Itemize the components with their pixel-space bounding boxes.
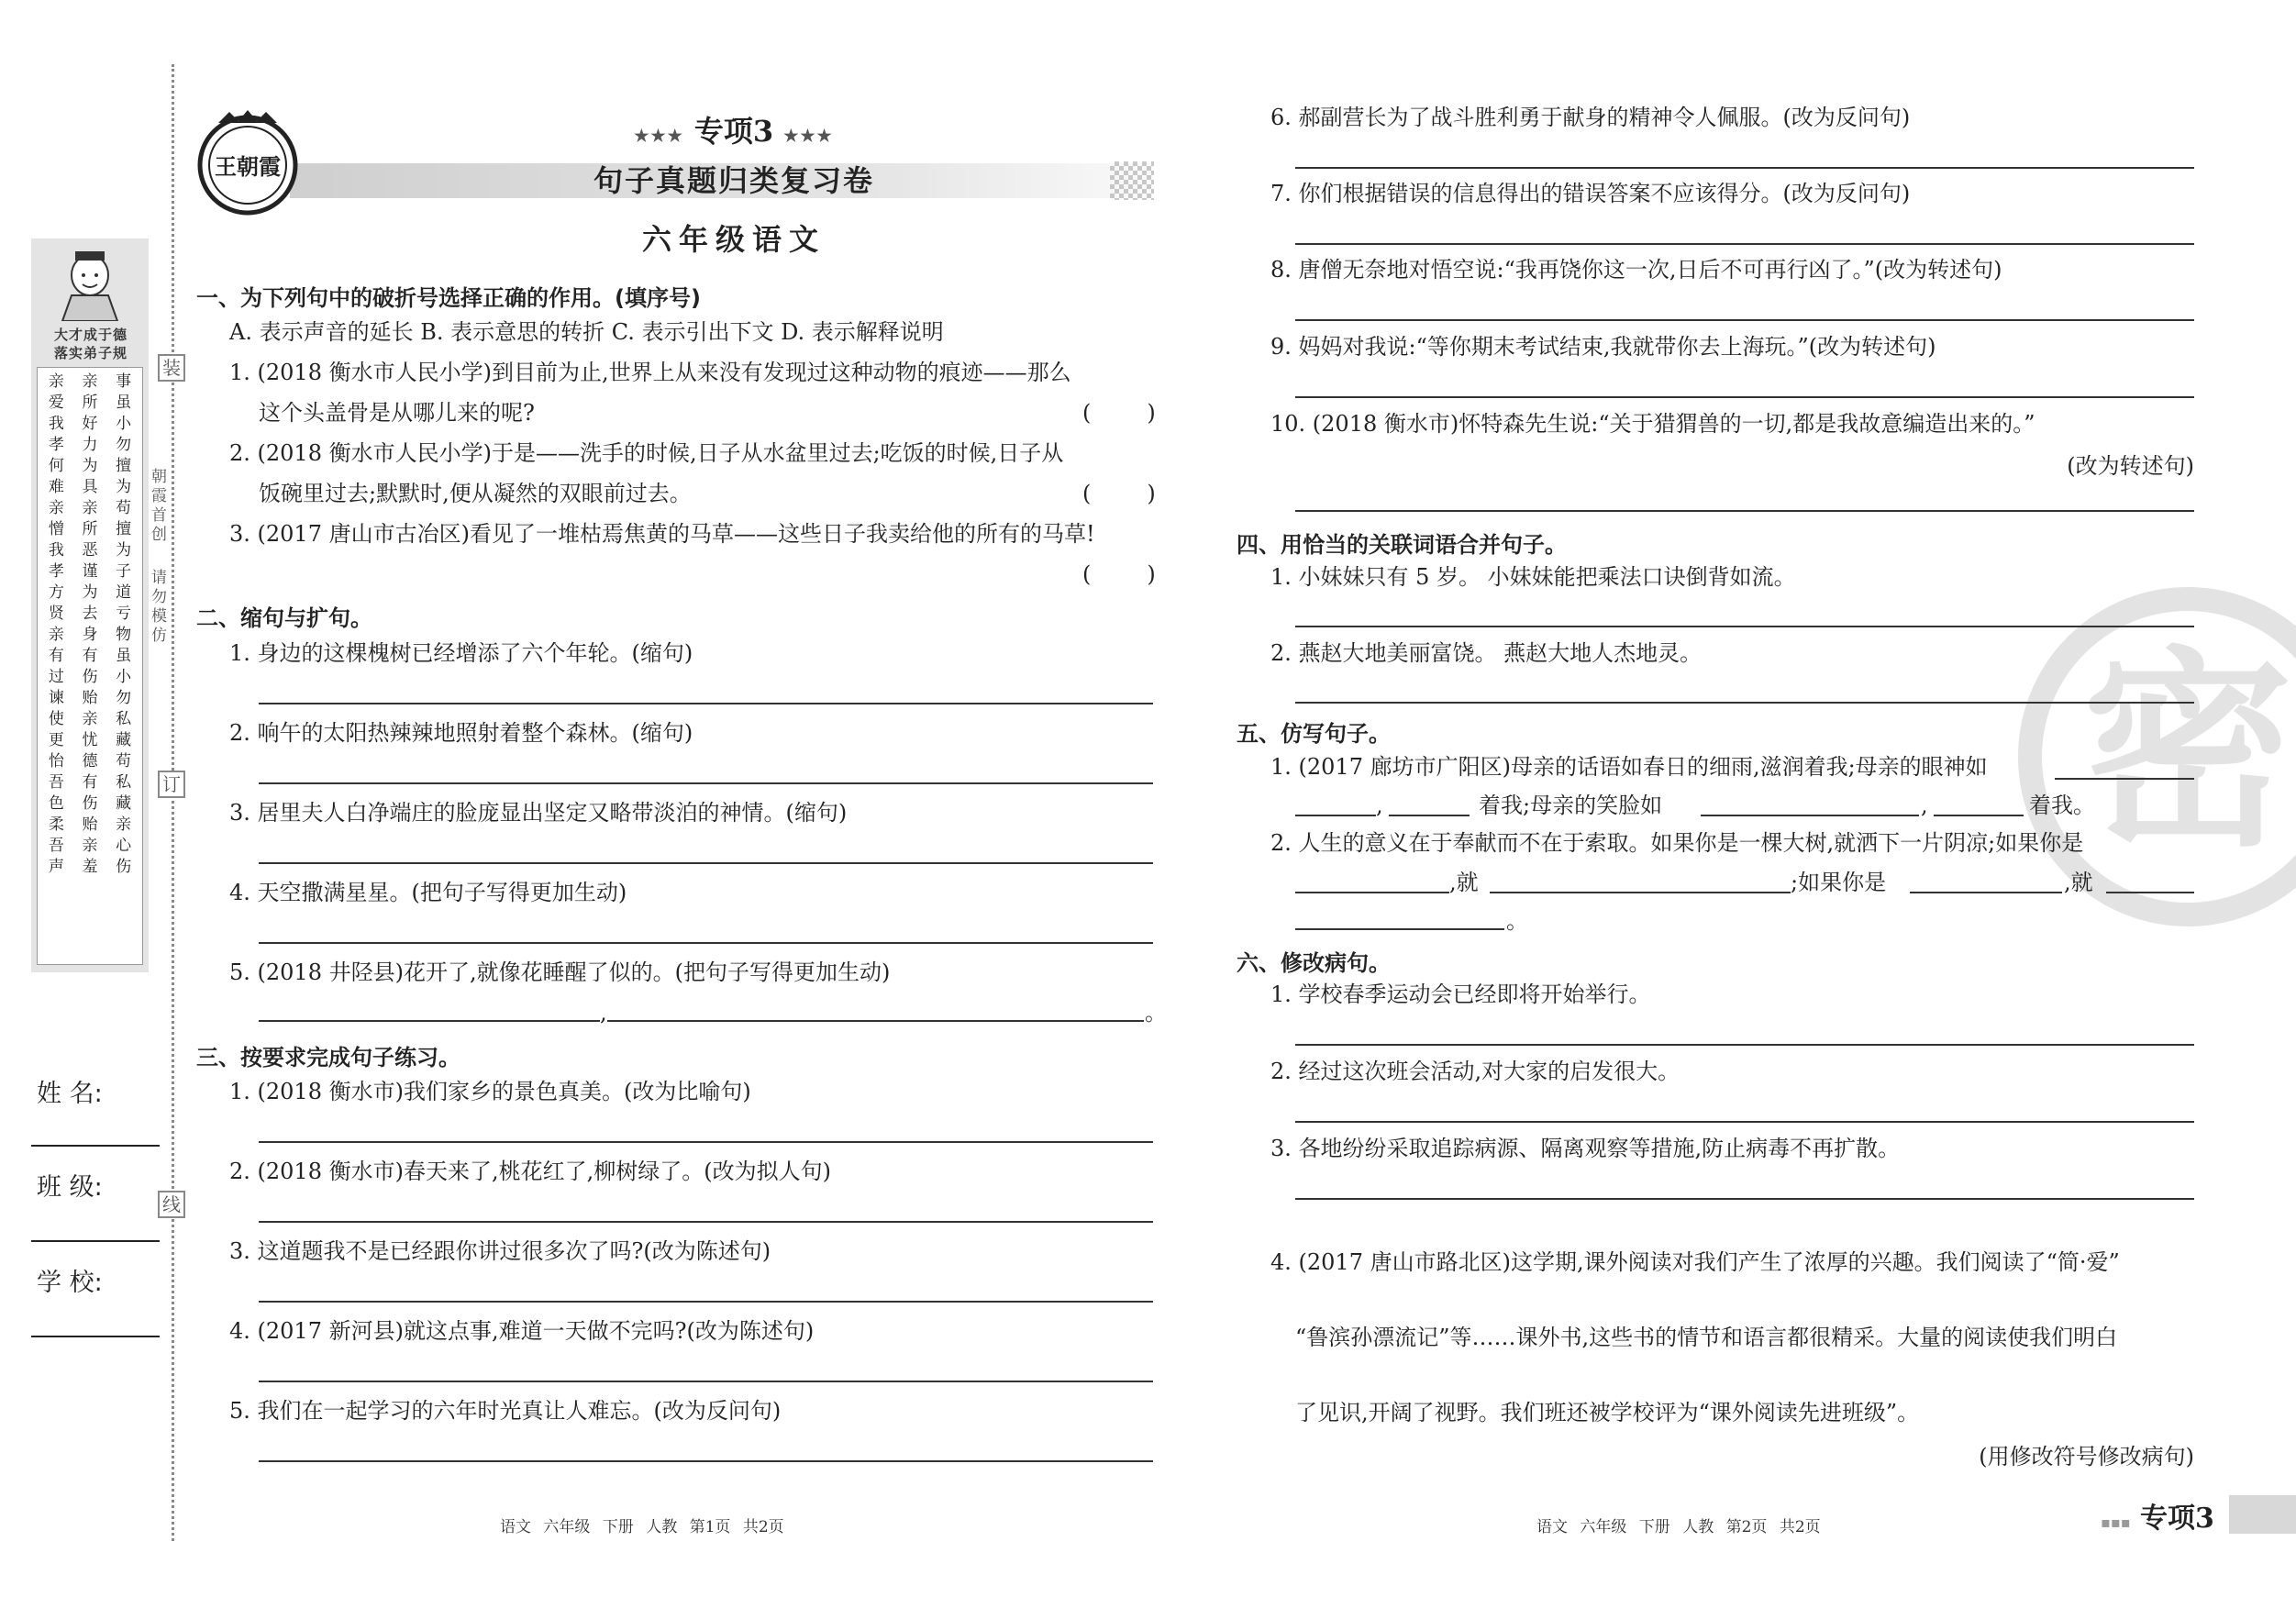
s2-q3: 3. 居里夫人白净端庄的脸庞显出坚定又略带淡泊的神情。(缩句) (229, 800, 848, 826)
s3-q5-answer-line[interactable] (259, 1460, 1153, 1462)
s2-q1-answer-line[interactable] (259, 703, 1153, 704)
s5-q2-blank-3[interactable] (1910, 892, 2062, 893)
class-field[interactable] (31, 1240, 160, 1242)
s6-q4-line3[interactable]: 了见识,开阔了视野。我们班还被学校评为“课外阅读先进班级”。 (1295, 1400, 1920, 1425)
motto-char: 亲 (48, 499, 64, 517)
fold-line (172, 64, 174, 1541)
motto-char: 孝 (48, 562, 64, 581)
binding-mark-top: 装 (158, 354, 185, 382)
motto-char: 孝 (48, 436, 64, 454)
s4-q2: 2. 燕赵大地美丽富饶。 燕赵大地人杰地灵。 (1270, 640, 1703, 666)
s4-q1: 1. 小妹妹只有 5 岁。 小妹妹能把乘法口诀倒背如流。 (1270, 564, 1796, 590)
s1-q1-answer[interactable]: ( ) (1082, 400, 1156, 426)
motto-char: 伤 (82, 794, 98, 813)
s3-q10-note: (改为转述句) (2067, 453, 2194, 479)
motto-char: 我 (48, 541, 64, 560)
s5-q2-period: 。 (1506, 908, 1528, 934)
s3-q6-answer-line[interactable] (1295, 167, 2194, 169)
motto-char: 苟 (116, 752, 132, 771)
s1-q2-line2: 饭碗里过去;默默时,便从凝然的双眼前过去。 (259, 481, 692, 506)
motto-char: 吾 (48, 773, 64, 792)
motto-char: 谏 (48, 689, 64, 707)
s5-q1-blank-3[interactable] (1389, 815, 1470, 816)
corner-series-text: 专项3 (2139, 1503, 2214, 1535)
left-footer: 语文 六年级 下册 人教 第1页 共2页 (500, 1518, 784, 1536)
s2-q2: 2. 响午的太阳热辣辣地照射着整个森林。(缩句) (229, 720, 693, 746)
s5-q1-text-2: 着我;母亲的笑脸如 (1479, 793, 1663, 818)
motto-char: 道 (116, 583, 132, 602)
s3-q2: 2. (2018 衡水市)春天来了,桃花红了,柳树绿了。(改为拟人句) (229, 1159, 831, 1184)
s1-q1-line2: 这个头盖骨是从哪儿来的呢? (259, 400, 535, 426)
s5-q1-blank-1[interactable] (2055, 778, 2194, 780)
motto-char: 有 (82, 647, 98, 665)
motto-char: 物 (116, 626, 132, 644)
s5-q1-blank-5[interactable] (1934, 815, 2024, 816)
s2-q5-answer-line-2[interactable] (607, 1020, 1144, 1022)
s6-q4-line2[interactable]: “鲁滨孙漂流记”等……课外书,这些书的情节和语言都很精采。大量的阅读使我们明白 (1295, 1325, 2118, 1350)
motto-char: 藏 (116, 731, 132, 749)
motto-char: 为 (116, 478, 132, 496)
s3-q9: 9. 妈妈对我说:“等你期末考试结束,我就带你去上海玩。”(改为转述句) (1270, 334, 1936, 360)
motto-char: 亲 (116, 815, 132, 834)
s3-q1: 1. (2018 衡水市)我们家乡的景色真美。(改为比喻句) (229, 1079, 751, 1104)
s3-q4: 4. (2017 新河县)就这点事,难道一天做不完吗?(改为陈述句) (229, 1318, 815, 1344)
motto-char: 虽 (116, 394, 132, 412)
motto-title-2: 落实弟子规 (53, 345, 128, 361)
s6-q1: 1. 学校春季运动会已经即将开始举行。 (1270, 981, 1651, 1007)
motto-char: 亲 (82, 710, 98, 728)
motto-grid (39, 372, 140, 878)
motto-char: 为 (82, 583, 98, 602)
corner-dots-icon: ▪▪▪ (2101, 1514, 2131, 1531)
motto-char: 去 (82, 604, 98, 623)
motto-char: 怡 (48, 752, 64, 771)
s2-q4-answer-line[interactable] (259, 942, 1153, 944)
s5-q2-blank-2[interactable] (1490, 892, 1791, 893)
s1-q2-line1: 2. (2018 衡水市人民小学)于是——洗手的时候,日子从水盆里过去;吃饭的时候,日子从 (229, 440, 1064, 466)
s1-q2-answer[interactable]: ( ) (1082, 481, 1156, 506)
motto-char: 小 (116, 668, 132, 686)
s2-q3-answer-line[interactable] (259, 862, 1153, 864)
scholar-figure-icon (44, 248, 136, 321)
motto-char: 忧 (82, 731, 98, 749)
s5-q2-blank-4[interactable] (2106, 892, 2194, 893)
brand-logo-icon (193, 108, 303, 218)
section-4-heading: 四、用恰当的关联词语合并句子。 (1237, 532, 1567, 558)
motto-char: 更 (48, 731, 64, 749)
class-label: 班 级: (37, 1173, 103, 1202)
stars-right: ★★★ (783, 127, 834, 146)
name-label: 姓 名: (37, 1080, 103, 1108)
subject-title: 六年级语文 (641, 222, 826, 257)
motto-char: 贤 (48, 604, 64, 623)
school-field[interactable] (31, 1336, 160, 1337)
motto-char: 爱 (48, 394, 64, 412)
s3-q2-answer-line[interactable] (259, 1221, 1153, 1223)
s1-q3-line1: 3. (2017 唐山市古冶区)看见了一堆枯焉焦黄的马草——这些日子我卖给他的所有的马草! (229, 521, 1095, 547)
binding-note-2: 请勿模仿 (151, 569, 167, 645)
motto-char: 过 (48, 668, 64, 686)
seal-watermark: 密 (2018, 587, 2296, 926)
motto-char: 何 (48, 457, 64, 475)
s5-q2-text-3: ,就 (2064, 870, 2093, 895)
s5-q2-blank-1[interactable] (1295, 892, 1449, 893)
binding-note-1: 朝霞首创 (151, 468, 167, 544)
school-label: 学 校: (37, 1269, 103, 1297)
motto-text-box (37, 367, 143, 965)
section-5-heading: 五、仿写句子。 (1237, 721, 1391, 747)
s2-q5-period: 。 (1145, 1000, 1167, 1026)
motto-char: 苟 (116, 499, 132, 517)
motto-char: 所 (82, 394, 98, 412)
motto-char: 为 (82, 457, 98, 475)
motto-char: 擅 (116, 520, 132, 538)
motto-char: 贻 (82, 689, 98, 707)
motto-char: 具 (82, 478, 98, 496)
s6-q4-line1[interactable]: 4. (2017 唐山市路北区)这学期,课外阅读对我们产生了浓厚的兴趣。我们阅读了“简·爱” (1270, 1249, 2120, 1275)
stars-left: ★★★ (634, 127, 684, 146)
s1-q1-line1: 1. (2018 衡水市人民小学)到目前为止,世界上从来没有发现过这种动物的痕迹——那么 (229, 360, 1071, 385)
motto-char: 亲 (82, 372, 98, 391)
motto-char: 柔 (48, 815, 64, 834)
motto-char: 亲 (82, 837, 98, 855)
motto-char: 谨 (82, 562, 98, 581)
s3-q6: 6. 郝副营长为了战斗胜利勇于献身的精神令人佩服。(改为反问句) (1270, 105, 1911, 130)
motto-char: 使 (48, 710, 64, 728)
s3-q3-answer-line[interactable] (259, 1301, 1153, 1303)
motto-char: 好 (82, 415, 98, 433)
s3-q10: 10. (2018 衡水市)怀特森先生说:“关于猎猬兽的一切,都是我故意编造出来的。” (1270, 411, 2035, 437)
motto-char: 色 (48, 794, 64, 813)
motto-char: 吾 (48, 837, 64, 855)
motto-char: 亲 (82, 499, 98, 517)
motto-char: 擅 (116, 457, 132, 475)
motto-char: 虽 (116, 647, 132, 665)
motto-char: 子 (116, 562, 132, 581)
motto-char: 小 (116, 415, 132, 433)
s5-q1-comma-2: , (1921, 793, 1928, 818)
s3-q9-answer-line[interactable] (1295, 396, 2194, 398)
section-1-heading: 一、为下列句中的破折号选择正确的作用。(填序号) (196, 285, 701, 311)
s6-q3-answer-line[interactable] (1295, 1198, 2194, 1200)
s3-q8: 8. 唐僧无奈地对悟空说:“我再饶你这一次,日后不可再行凶了。”(改为转述句) (1270, 257, 2002, 283)
section-3-heading: 三、按要求完成句子练习。 (196, 1045, 460, 1070)
s2-q5-answer-line-1[interactable] (259, 1020, 600, 1022)
motto-char: 事 (116, 372, 132, 391)
s5-q2-blank-5[interactable] (1295, 928, 1504, 930)
s3-q8-answer-line[interactable] (1295, 319, 2194, 321)
motto-char: 有 (48, 647, 64, 665)
s2-q2-answer-line[interactable] (259, 782, 1153, 784)
s3-q7: 7. 你们根据错误的信息得出的错误答案不应该得分。(改为反问句) (1270, 181, 1911, 206)
s5-q1-text-4: 着我。 (2029, 793, 2095, 818)
ribbon-pattern (1110, 161, 1154, 200)
motto-char: 伤 (82, 668, 98, 686)
motto-char: 方 (48, 583, 64, 602)
motto-char: 勿 (116, 689, 132, 707)
s2-q5: 5. (2018 井陉县)花开了,就像花睡醒了似的。(把句子写得更加生动) (229, 959, 891, 985)
s3-q3: 3. 这道题我不是已经跟你讲过很多次了吗?(改为陈述句) (229, 1238, 771, 1264)
s3-q5: 5. 我们在一起学习的六年时光真让人难忘。(改为反问句) (229, 1398, 782, 1424)
binding-mark-bottom: 线 (158, 1191, 185, 1218)
motto-char: 有 (82, 773, 98, 792)
page-title: 句子真题归类复习卷 (593, 163, 874, 198)
s3-q1-answer-line[interactable] (259, 1141, 1153, 1143)
motto-char: 伤 (116, 858, 132, 876)
binding-mark-mid: 订 (158, 771, 185, 798)
motto-char: 亲 (48, 372, 64, 391)
motto-char: 憎 (48, 520, 64, 538)
s3-q4-answer-line[interactable] (259, 1381, 1153, 1382)
motto-char: 我 (48, 415, 64, 433)
motto-char: 德 (82, 752, 98, 771)
logo-text: 王朝霞 (215, 153, 281, 180)
section-2-heading: 二、缩句与扩句。 (196, 605, 372, 631)
s2-q5-comma: , (600, 1000, 607, 1026)
motto-char: 藏 (116, 794, 132, 813)
name-field[interactable] (31, 1145, 160, 1147)
s6-q3: 3. 各地纷纷采取追踪病源、隔离观察等措施,防止病毒不再扩散。 (1270, 1136, 1901, 1161)
motto-char: 私 (116, 710, 132, 728)
s5-q1-line1: 1. (2017 廊坊市广阳区)母亲的话语如春日的细雨,滋润着我;母亲的眼神如 (1270, 754, 1988, 780)
s1-q3-answer[interactable]: ( ) (1082, 561, 1156, 587)
s2-q4: 4. 天空撒满星星。(把句子写得更加生动) (229, 880, 627, 905)
series-label (624, 108, 844, 150)
s5-q2-text-2: ;如果你是 (1791, 870, 1887, 895)
s6-q2: 2. 经过这次班会活动,对大家的启发很大。 (1270, 1059, 1680, 1084)
motto-char: 心 (116, 837, 132, 855)
section-6-heading: 六、修改病句。 (1237, 950, 1391, 976)
motto-title-1: 大才成于德 (53, 327, 128, 343)
motto-char: 身 (82, 626, 98, 644)
motto-char: 勿 (116, 436, 132, 454)
s5-q1-comma-1: , (1376, 793, 1383, 818)
section-1-options: A. 表示声音的延长 B. 表示意思的转折 C. 表示引出下文 D. 表示解释说明 (229, 319, 944, 345)
motto-char: 所 (82, 520, 98, 538)
motto-char: 难 (48, 478, 64, 496)
s5-q1-blank-4[interactable] (1701, 815, 1919, 816)
s6-q1-answer-line[interactable] (1295, 1044, 2194, 1046)
s5-q2-line1: 2. 人生的意义在于奉献而不在于索取。如果你是一棵大树,就洒下一片阴凉;如果你是 (1270, 830, 2084, 856)
motto-char: 恶 (82, 541, 98, 560)
s6-q2-answer-line[interactable] (1295, 1121, 2194, 1123)
s4-q2-answer-line[interactable] (1295, 702, 2194, 704)
series-text: 专项3 (693, 114, 774, 149)
s3-q10-answer-line[interactable] (1295, 510, 2194, 512)
motto-char: 力 (82, 436, 98, 454)
motto-char: 亏 (116, 604, 132, 623)
motto-char: 声 (48, 858, 64, 876)
right-footer: 语文 六年级 下册 人教 第2页 共2页 (1536, 1518, 1821, 1536)
s3-q7-answer-line[interactable] (1295, 243, 2194, 245)
s5-q1-blank-2[interactable] (1295, 815, 1376, 816)
motto-char: 私 (116, 773, 132, 792)
motto-char: 羞 (82, 858, 98, 876)
s4-q1-answer-line[interactable] (1295, 626, 2194, 627)
s2-q1: 1. 身边的这棵槐树已经增添了六个年轮。(缩句) (229, 640, 693, 666)
corner-series-tag (2101, 1495, 2284, 1534)
motto-char: 亲 (48, 626, 64, 644)
motto-char: 贻 (82, 815, 98, 834)
motto-char: 为 (116, 541, 132, 560)
s6-q4-note: (用修改符号修改病句) (1979, 1444, 2194, 1469)
s5-q2-text-1: ,就 (1449, 870, 1479, 895)
